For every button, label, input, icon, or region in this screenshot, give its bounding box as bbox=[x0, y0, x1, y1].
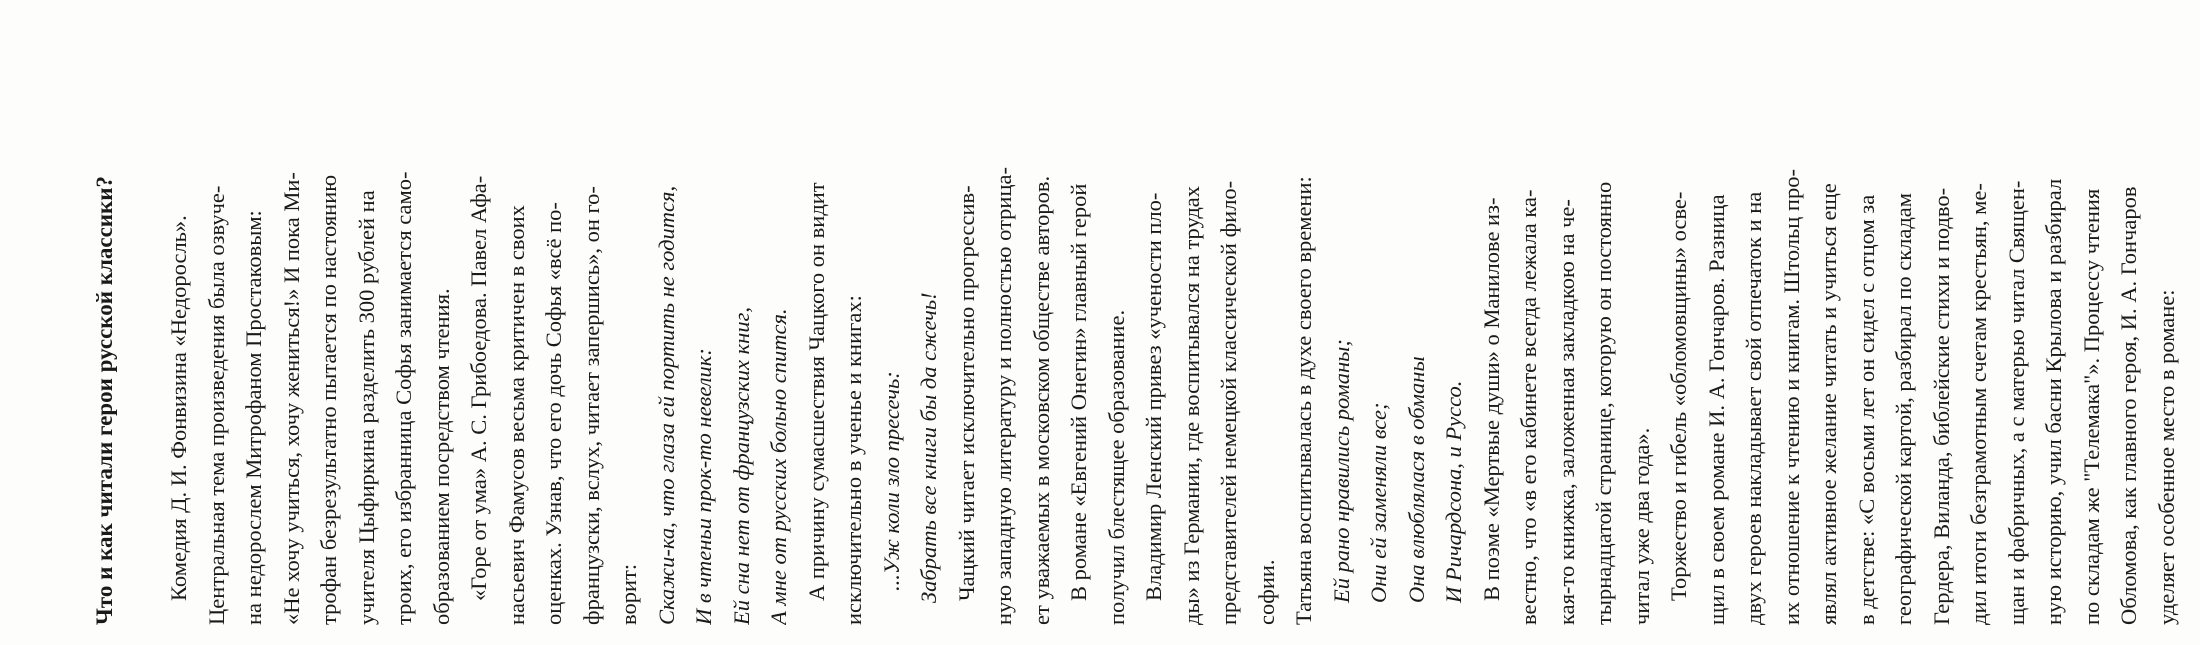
text-line: «Не хочу учиться, хочу жениться!» И пока Ми- bbox=[278, 172, 304, 625]
text-line: дил итоги безграмотным счетам крестьян, ме- bbox=[1966, 183, 1991, 625]
text-line: И в чтеньи прок-то невелик: bbox=[691, 348, 716, 625]
text-line: насьевич Фамусов весьма критичен в своих bbox=[503, 205, 529, 625]
text-line: французски, вслух, читает запершись», он го- bbox=[578, 186, 604, 625]
text-line: ды» из Германии, где воспитывался на трудах bbox=[1178, 185, 1204, 625]
text-line: их отношение к чтению и книгам. Штольц про- bbox=[1778, 169, 1804, 625]
text-line: Скажи-ка, что глаза ей портить не годится, bbox=[653, 185, 679, 625]
text-line: софии. bbox=[1253, 559, 1279, 625]
text-line: Ей рано нравились романы; bbox=[1328, 339, 1354, 603]
text-line: щан и фабричных, а с матерью читал Священ- bbox=[2003, 180, 2029, 625]
text-line: Центральная тема произведения была озвуче- bbox=[203, 185, 229, 625]
text-line: образованием посредством чтения. bbox=[428, 288, 454, 625]
text-line: Владимир Ленский привез «учености пло- bbox=[1141, 192, 1166, 601]
text-line: Она влюблялася в обманы bbox=[1403, 356, 1429, 603]
text-line: Чацкий читает исключительно прогрессив- bbox=[953, 185, 979, 601]
text-line: двух героев накладывает свой отпечаток и на bbox=[1741, 191, 1766, 625]
text-line: Комедия Д. И. Фонвизина «Недоросль». bbox=[166, 215, 191, 601]
text-line: читал уже два года». bbox=[1628, 427, 1654, 625]
text-line: ворит: bbox=[616, 563, 641, 625]
text-line: Татьяна воспитывалась в духе своего времени: bbox=[1291, 176, 1316, 625]
text-line: А причину сумасшествия Чацкого он видит bbox=[803, 182, 829, 601]
text-line: тырнадцатой странице, которую он постоянно bbox=[1591, 181, 1616, 625]
rotated-text-column bbox=[90, 25, 2185, 625]
text-line: И Ричардсона, и Руссо. bbox=[1441, 380, 1466, 603]
text-line: Гердера, Виланда, библейские стихи и подво- bbox=[1928, 187, 1954, 625]
text-line: ет уважаемых в московском обществе авторов. bbox=[1028, 175, 1054, 625]
text-line: щил в своем романе И. А. Гончаров. Разница bbox=[1703, 194, 1729, 625]
text-line: «Горе от ума» А. С. Грибоедова. Павел Афа- bbox=[466, 175, 491, 601]
text-line: в детстве: «С восьми лет он сидел с отцом за bbox=[1853, 194, 1879, 625]
text-line: исключительно в ученье и книгах: bbox=[841, 295, 866, 625]
text-line: трофан безрезультатно пытается по настоянию bbox=[316, 174, 341, 625]
text-line: уделяет особенное место в романе: bbox=[2153, 289, 2179, 625]
text-line: по складам же "Телемака"». Процессу чтения bbox=[2078, 188, 2104, 625]
text-line: А мне от русских больно спится. bbox=[766, 308, 791, 625]
text-line: Забрать все книги бы да сжечь! bbox=[916, 292, 941, 603]
text-line: географической картой, разбирал по складам bbox=[1891, 192, 1916, 625]
text-line: ...Уж коли зло пресечь: bbox=[878, 371, 904, 591]
text-line: ную западную литературу и полностью отрица- bbox=[991, 167, 1016, 625]
text-line: оценках. Узнав, что его дочь Софья «всё по- bbox=[541, 202, 566, 625]
text-line: кая-то книжка, заложенная закладкою на че- bbox=[1553, 199, 1579, 625]
text-line: вестно, что «в его кабинете всегда лежала ка- bbox=[1516, 189, 1541, 625]
text-line: ную историю, учил басни Крылова и разбирал bbox=[2041, 178, 2066, 625]
text-line: получил блестящее образование. bbox=[1103, 309, 1129, 625]
text-line: В романе «Евгений Онегин» главный герой bbox=[1066, 183, 1091, 601]
text-line: учителя Цыфиркина разделить 300 рублей на bbox=[353, 190, 379, 625]
text-line: троих, его избранница Софья занимается само- bbox=[391, 171, 416, 625]
page-title: Что и как читали герои русской классики? bbox=[92, 175, 117, 625]
text-line: В поэме «Мертвые души» о Манилове из- bbox=[1478, 197, 1504, 601]
text-line: на недорослем Митрофаном Простаковым: bbox=[241, 210, 266, 625]
text-line: Ей сна нет от французских книг, bbox=[728, 307, 754, 625]
text-line: являл активное желание читать и учиться еще bbox=[1816, 183, 1841, 625]
text-line: Они ей заменяли все; bbox=[1366, 402, 1391, 603]
text-line: Торжество и гибель «обломовщины» осве- bbox=[1666, 191, 1691, 601]
text-line: представителей немецкой классической фило- bbox=[1216, 180, 1241, 625]
text-line: Обломова, как главного героя, И. А. Гончаров bbox=[2116, 186, 2141, 625]
article-body bbox=[160, 25, 2185, 625]
